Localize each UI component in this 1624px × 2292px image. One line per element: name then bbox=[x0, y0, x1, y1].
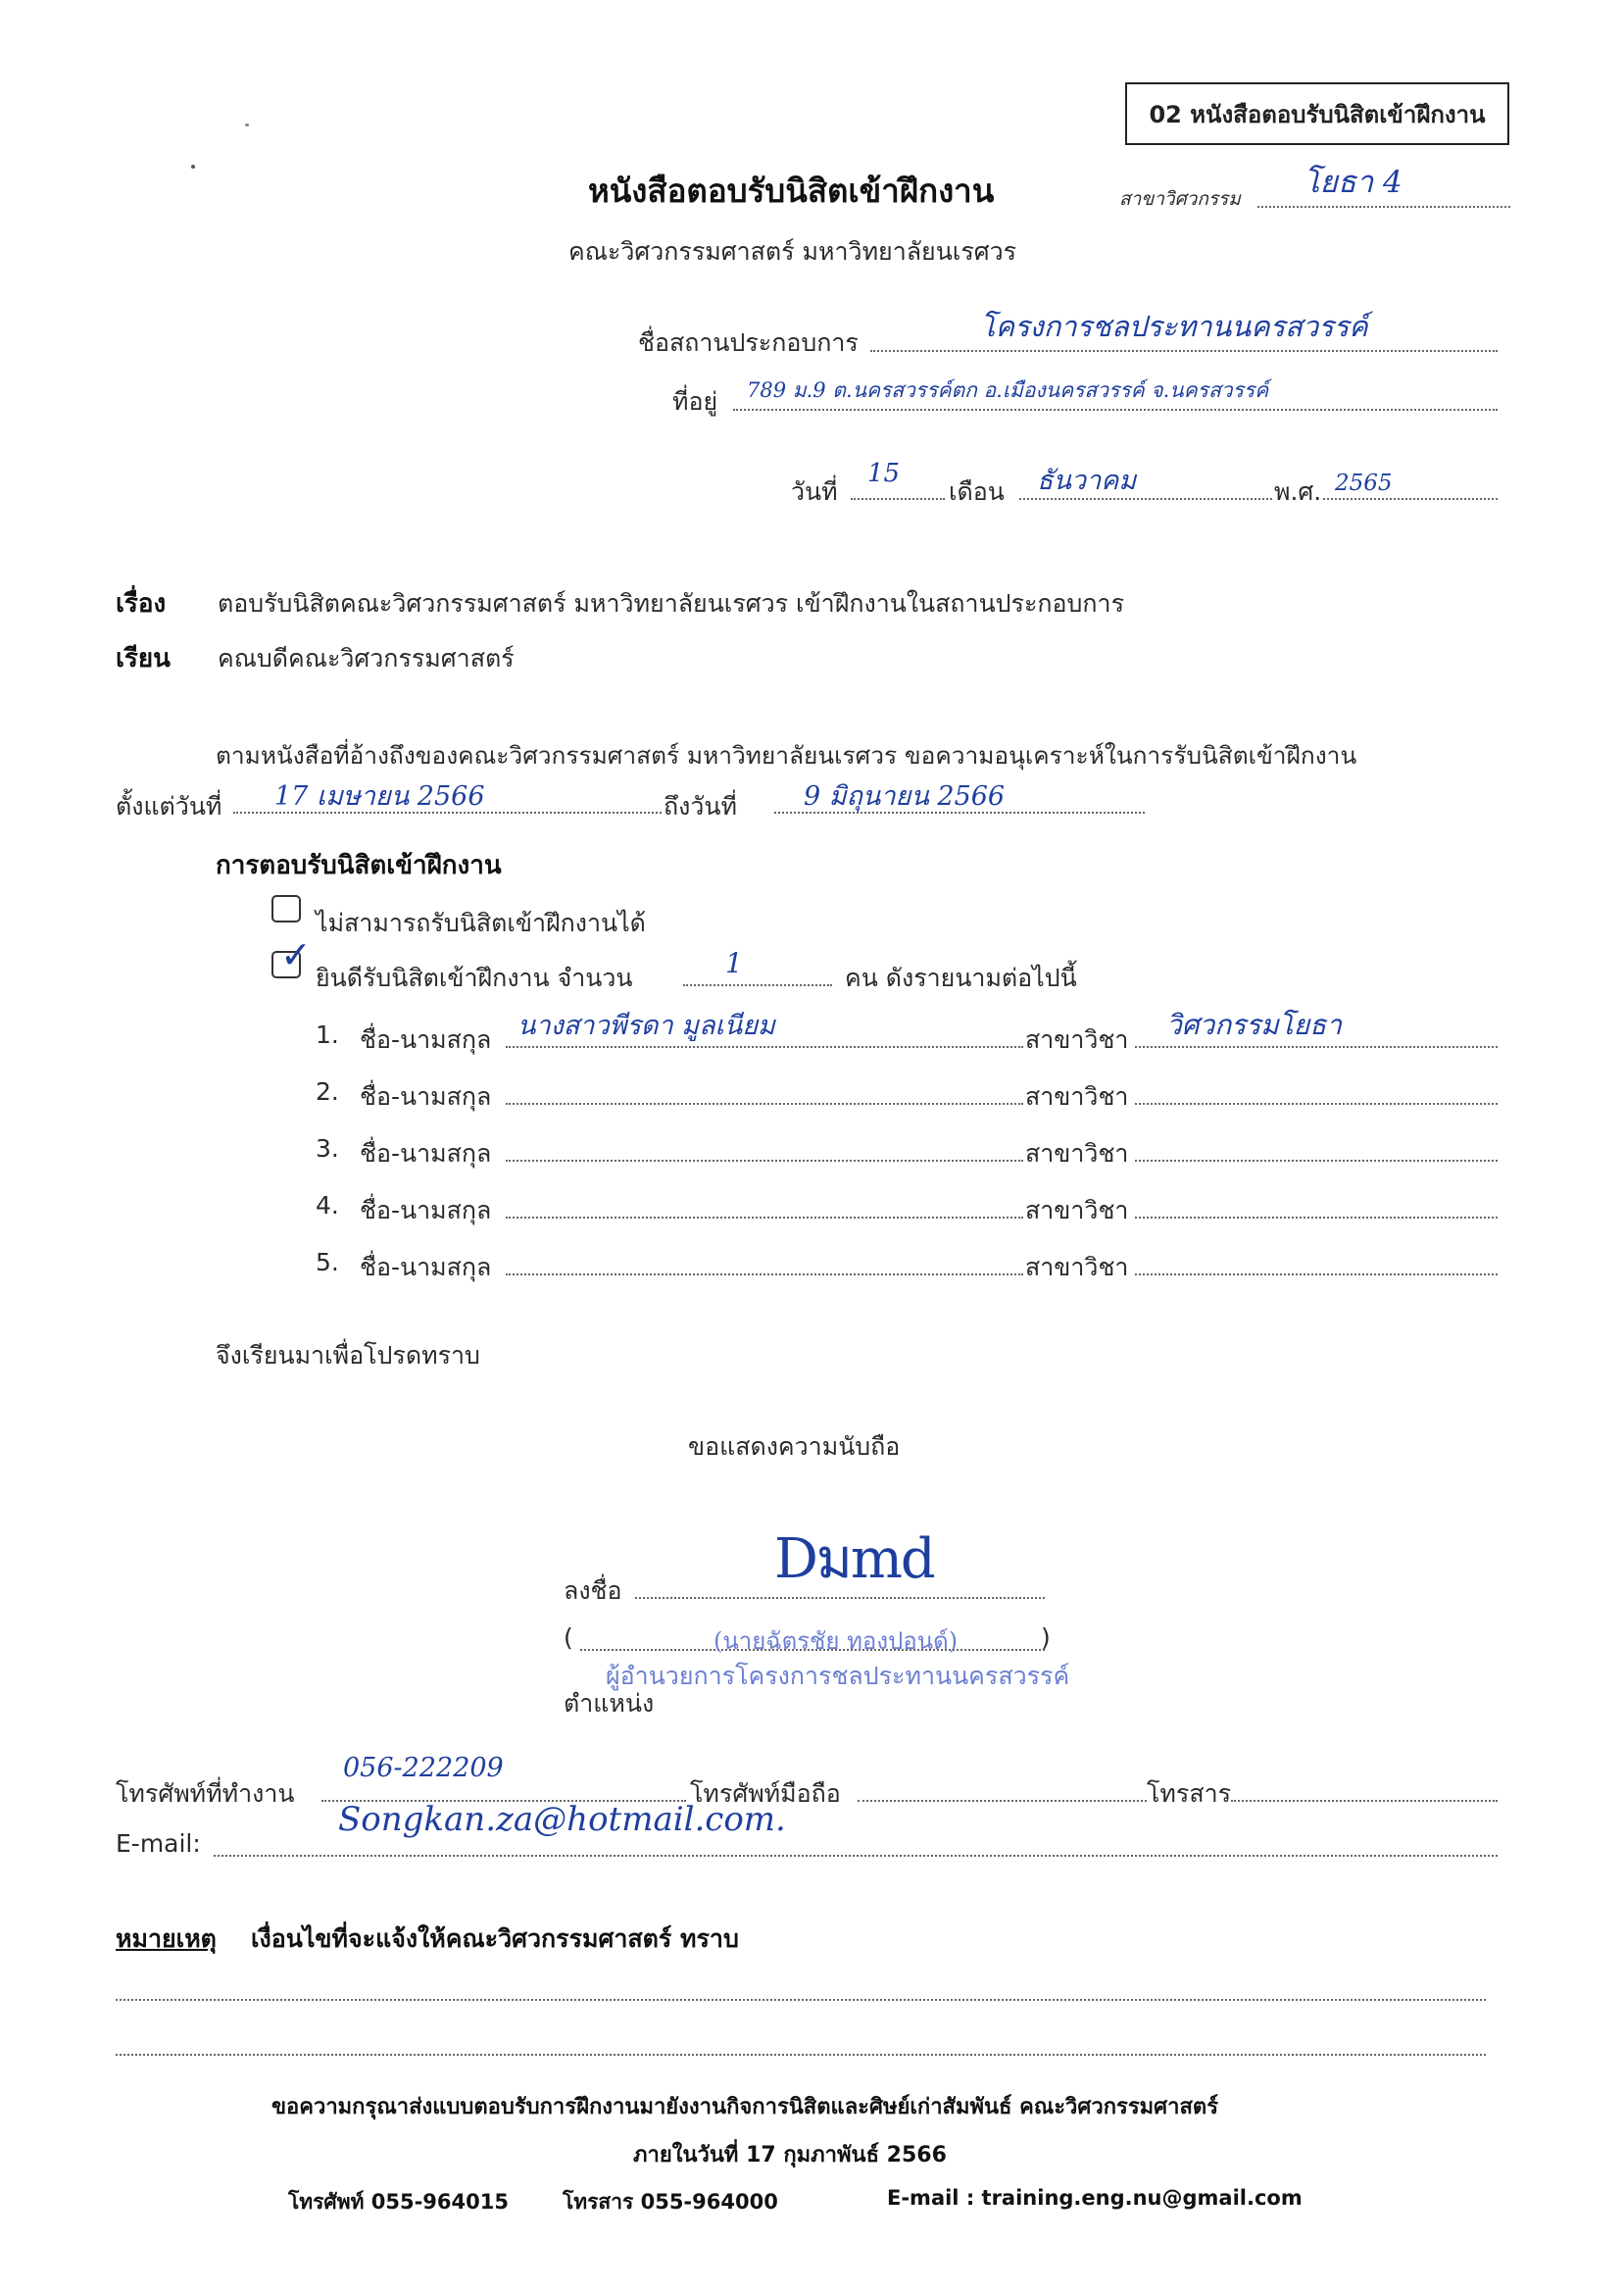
student-major-label: สาขาวิชา bbox=[1025, 1082, 1129, 1111]
branch-label: สาขาวิศวกรรม bbox=[1119, 188, 1241, 210]
subject-label: เรื่อง bbox=[116, 589, 167, 619]
date-day: 15 bbox=[867, 459, 901, 488]
student-name-label: ชื่อ-นามสกุล bbox=[360, 1025, 492, 1054]
student-name: นางสาวพีรดา มูลเนียม bbox=[517, 1011, 775, 1041]
check-mark-icon: ✓ bbox=[280, 933, 312, 976]
position-label: ตำแหน่ง bbox=[564, 1689, 655, 1718]
office-phone: 056-222209 bbox=[343, 1753, 504, 1783]
accept-count-dots bbox=[683, 984, 832, 986]
open-paren: ( bbox=[564, 1623, 573, 1652]
accept-label: ยินดีรับนิสิตเข้าฝึกงาน จำนวน bbox=[316, 964, 633, 992]
address-dots bbox=[733, 409, 1498, 411]
student-name-dots bbox=[506, 1046, 1023, 1048]
faculty-line: คณะวิศวกรรมศาสตร์ มหาวิทยาลัยนเรศวร bbox=[568, 237, 1017, 266]
period-to-label: ถึงวันที่ bbox=[664, 792, 737, 821]
student-name-dots bbox=[506, 1217, 1023, 1219]
signer-position: ผู้อำนวยการโครงการชลประทานนครสวรรค์ bbox=[606, 1662, 1070, 1690]
footer-line2: ภายในวันที่ 17 กุมภาพันธ์ 2566 bbox=[633, 2143, 947, 2167]
form-code: 02 หนังสือตอบรับนิสิตเข้าฝึกงาน bbox=[1149, 100, 1486, 128]
closing-text: จึงเรียนมาเพื่อโปรดทราบ bbox=[216, 1341, 480, 1370]
date-year-label: พ.ศ. bbox=[1274, 477, 1322, 506]
student-num: 4. bbox=[316, 1191, 339, 1220]
remark-label: หมายเหตุ bbox=[116, 1924, 217, 1953]
signature-image: Dมmd bbox=[774, 1527, 934, 1591]
student-major-label: สาขาวิชา bbox=[1025, 1196, 1129, 1224]
establishment-label: ชื่อสถานประกอบการ bbox=[638, 328, 859, 357]
response-heading: การตอบรับนิสิตเข้าฝึกงาน bbox=[216, 851, 502, 880]
to-text: คณบดีคณะวิศวกรรมศาสตร์ bbox=[218, 644, 515, 673]
email-dots bbox=[214, 1855, 1498, 1857]
remark-dots-2 bbox=[116, 2054, 1486, 2056]
scan-speck bbox=[245, 124, 249, 126]
student-name-dots bbox=[506, 1160, 1023, 1162]
establishment-value: โครงการชลประทานนครสวรรค์ bbox=[980, 310, 1368, 343]
student-major-label: สาขาวิชา bbox=[1025, 1139, 1129, 1168]
close-paren: ) bbox=[1041, 1623, 1051, 1652]
page-title: หนังสือตอบรับนิสิตเข้าฝึกงาน bbox=[588, 172, 995, 210]
date-day-label: วันที่ bbox=[791, 477, 838, 506]
office-phone-label: โทรศัพท์ที่ทำงาน bbox=[116, 1779, 295, 1808]
to-label: เรียน bbox=[116, 644, 171, 673]
regards-text: ขอแสดงความนับถือ bbox=[688, 1432, 901, 1461]
student-major-label: สาขาวิชา bbox=[1025, 1253, 1129, 1281]
address-value: 789 ม.9 ต.นครสวรรค์ตก อ.เมืองนครสวรรค์ จ.นครสวรรค์ bbox=[747, 378, 1269, 402]
student-name-label: ชื่อ-นามสกุล bbox=[360, 1082, 492, 1111]
student-major-dots bbox=[1135, 1103, 1498, 1105]
date-year: 2565 bbox=[1335, 471, 1393, 496]
mobile-dots bbox=[858, 1800, 1147, 1802]
date-year-dots bbox=[1323, 498, 1498, 500]
remark-dots-1 bbox=[116, 1999, 1486, 2001]
student-major-dots bbox=[1135, 1160, 1498, 1162]
fax-label: โทรสาร bbox=[1147, 1779, 1232, 1808]
date-month-label: เดือน bbox=[949, 477, 1005, 506]
sign-label: ลงชื่อ bbox=[564, 1576, 622, 1605]
student-major: วิศวกรรมโยธา bbox=[1166, 1009, 1342, 1041]
period-from: 17 เมษายน 2566 bbox=[274, 781, 485, 812]
student-num: 2. bbox=[316, 1077, 339, 1106]
footer-line1: ขอความกรุณาส่งแบบตอบรับการฝึกงานมายังงานกิจการนิสิตและศิษย์เก่าสัมพันธ์ คณะวิศวกรรมศาสตร์ bbox=[271, 2095, 1219, 2119]
footer-email: E-mail : training.eng.nu@gmail.com bbox=[887, 2186, 1303, 2210]
reject-checkbox[interactable] bbox=[271, 895, 301, 922]
date-month: ธันวาคม bbox=[1037, 466, 1137, 496]
period-to: 9 มิถุนายน 2566 bbox=[804, 781, 1006, 812]
address-label: ที่อยู่ bbox=[672, 387, 718, 416]
student-major-dots bbox=[1135, 1273, 1498, 1275]
footer-fax: โทรสาร 055-964000 bbox=[563, 2190, 778, 2214]
signer-name: (นายฉัตรชัย ทองปอนด์) bbox=[714, 1627, 959, 1655]
footer-phone: โทรศัพท์ 055-964015 bbox=[288, 2190, 509, 2214]
student-num: 1. bbox=[316, 1021, 339, 1049]
student-major-dots bbox=[1135, 1217, 1498, 1219]
student-name-label: ชื่อ-นามสกุล bbox=[360, 1139, 492, 1168]
scan-speck bbox=[191, 165, 195, 169]
student-name-label: ชื่อ-นามสกุล bbox=[360, 1196, 492, 1224]
period-from-label: ตั้งแต่วันที่ bbox=[116, 792, 222, 821]
subject-text: ตอบรับนิสิตคณะวิศวกรรมศาสตร์ มหาวิทยาลัยนเรศวร เข้าฝึกงานในสถานประกอบการ bbox=[218, 589, 1125, 618]
student-num: 5. bbox=[316, 1248, 339, 1276]
reject-label: ไม่สามารถรับนิสิตเข้าฝึกงานได้ bbox=[316, 909, 646, 937]
email-label: E-mail: bbox=[116, 1829, 201, 1858]
mobile-label: โทรศัพท์มือถือ bbox=[690, 1779, 841, 1808]
branch-value: โยธา 4 bbox=[1304, 165, 1403, 200]
branch-dots bbox=[1257, 206, 1510, 208]
fax-dots bbox=[1231, 1800, 1498, 1802]
email-value: Songkan.za@hotmail.com. bbox=[338, 1800, 786, 1839]
student-major-label: สาขาวิชา bbox=[1025, 1025, 1129, 1054]
student-name-dots bbox=[506, 1103, 1023, 1105]
establishment-dots bbox=[870, 350, 1498, 352]
remark-text: เงื่อนไขที่จะแจ้งให้คณะวิศวกรรมศาสตร์ ทราบ bbox=[251, 1924, 739, 1953]
body-text: ตามหนังสือที่อ้างถึงของคณะวิศวกรรมศาสตร์ มหาวิทยาลัยนเรศวร ขอความอนุเคราะห์ในการรับนิสิตเข้าฝึกงาน bbox=[216, 741, 1357, 770]
form-code-box bbox=[1125, 82, 1509, 145]
accept-count: 1 bbox=[725, 947, 743, 979]
accept-suffix: คน ดังรายนามต่อไปนี้ bbox=[845, 964, 1077, 992]
student-name-label: ชื่อ-นามสกุล bbox=[360, 1253, 492, 1281]
date-day-dots bbox=[851, 498, 945, 500]
student-num: 3. bbox=[316, 1134, 339, 1163]
student-name-dots bbox=[506, 1273, 1023, 1275]
